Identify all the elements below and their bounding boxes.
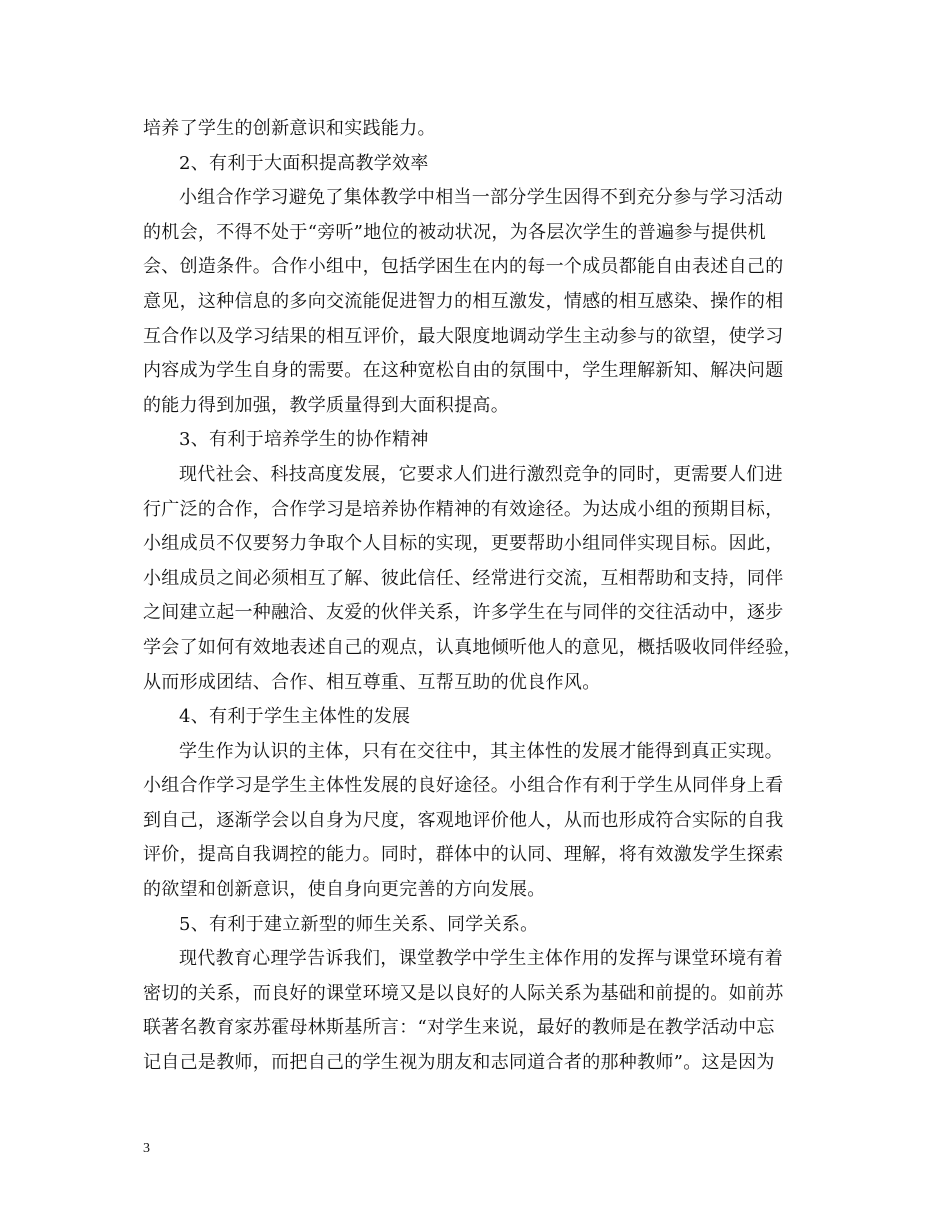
text-line: 记自己是教师，而把自己的学生视为朋友和志同道合者的那种教师”。这是因为 bbox=[143, 1052, 775, 1074]
text-line: 学生作为认识的主体，只有在交往中，其主体性的发展才能得到真正实现。 bbox=[179, 740, 783, 762]
text-line: 2、有利于大面积提高教学效率 bbox=[179, 152, 429, 174]
body-text bbox=[143, 112, 823, 1081]
text-line: 小组成员不仅要努力争取个人目标的实现，更要帮助小组同伴实现目标。因此， bbox=[143, 533, 784, 555]
text-line: 从而形成团结、合作、相互尊重、互帮互助的优良作风。 bbox=[143, 671, 601, 693]
text-line: 培养了学生的创新意识和实践能力。 bbox=[143, 118, 436, 139]
text-line: 行广泛的合作，合作学习是培养协作精神的有效途径。为达成小组的预期目标， bbox=[143, 498, 784, 520]
text-line: 小组成员之间必须相互了解、彼此信任、经常进行交流，互相帮助和支持，同伴 bbox=[143, 567, 784, 589]
text-line: 到自己，逐渐学会以自身为尺度，客观地评价他人，从而也形成符合实际的自我 bbox=[143, 809, 784, 831]
page-number: 3 bbox=[143, 1141, 150, 1156]
text-line: 现代社会、科技高度发展，它要求人们进行激烈竞争的同时，更需要人们进 bbox=[179, 463, 783, 485]
text-line: 意见，这种信息的多向交流能促进智力的相互激发，情感的相互感染、操作的相 bbox=[143, 290, 784, 312]
text-line: 小组合作学习避免了集体教学中相当一部分学生因得不到充分参与学习活动 bbox=[179, 187, 783, 209]
text-line: 5、有利于建立新型的师生关系、同学关系。 bbox=[179, 913, 539, 935]
text-line: 小组合作学习是学生主体性发展的良好途径。小组合作有利于学生从同伴身上看 bbox=[143, 775, 784, 797]
text-line: 的能力得到加强，教学质量得到大面积提高。 bbox=[143, 394, 509, 416]
text-line: 现代教育心理学告诉我们，课堂教学中学生主体作用的发挥与课堂环境有着 bbox=[179, 948, 783, 970]
text-line: 的欲望和创新意识，使自身向更完善的方向发展。 bbox=[143, 879, 546, 901]
text-line: 4、有利于学生主体性的发展 bbox=[179, 706, 411, 728]
text-line: 密切的关系，而良好的课堂环境又是以良好的人际关系为基础和前提的。如前苏 bbox=[143, 982, 784, 1004]
text-line: 的机会，不得不处于“旁听”地位的被动状况，为各层次学生的普遍参与提供机 bbox=[143, 221, 766, 243]
text-line: 会、创造条件。合作小组中，包括学困生在内的每一个成员都能自由表述自己的 bbox=[143, 256, 784, 278]
text-line: 联著名教育家苏霍母林斯基所言：“对学生来说，最好的教师是在教学活动中忘 bbox=[143, 1017, 775, 1039]
text-line: 内容成为学生自身的需要。在这种宽松自由的氛围中，学生理解新知、解决问题 bbox=[143, 360, 784, 382]
text-line: 之间建立起一种融洽、友爱的伙伴关系，许多学生在与同伴的交往活动中，逐步 bbox=[143, 602, 784, 624]
text-line: 评价，提高自我调控的能力。同时，群体中的认同、理解，将有效激发学生探索 bbox=[143, 844, 784, 866]
text-line: 互合作以及学习结果的相互评价，最大限度地调动学生主动参与的欲望，使学习 bbox=[143, 325, 784, 347]
text-line: 学会了如何有效地表述自己的观点，认真地倾听他人的意见，概括吸收同伴经验， bbox=[143, 636, 802, 658]
text-line: 3、有利于培养学生的协作精神 bbox=[179, 429, 429, 451]
